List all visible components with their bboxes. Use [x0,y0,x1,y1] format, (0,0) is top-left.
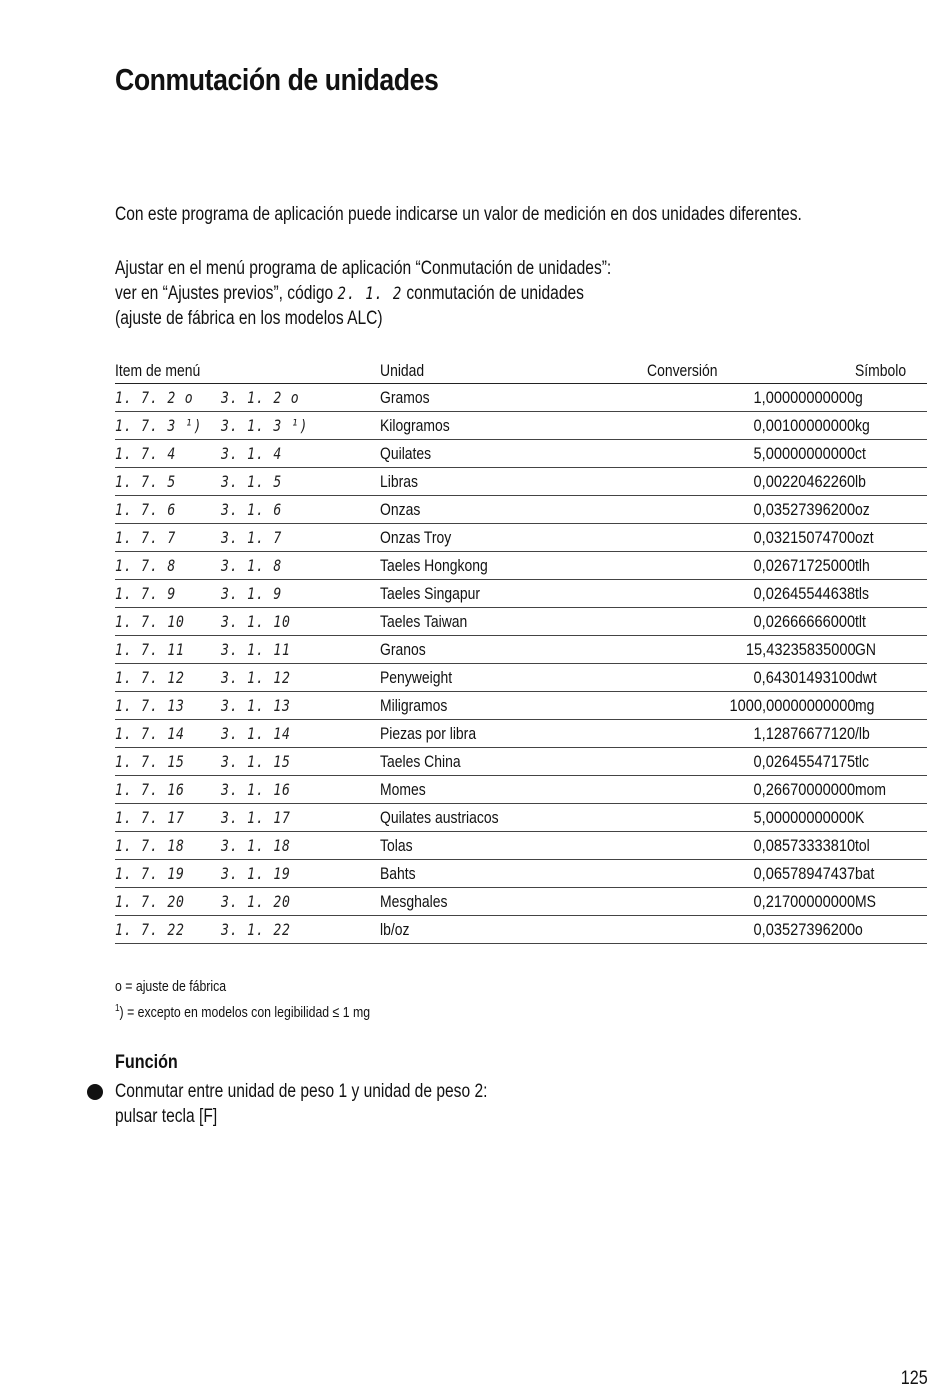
unit-name: Taeles Hongkong [380,552,648,580]
conversion-value: 1,00000000000 [647,384,855,412]
unit-name: Miligramos [380,692,648,720]
table-row [115,832,927,860]
conversion-value: 5,00000000000 [647,804,855,832]
unit-name: Taeles Singapur [380,580,648,608]
conversion-value: 0,00220462260 [647,468,855,496]
menu-code-1: 1. 7. 19 [115,860,221,888]
menu-code-1: 1. 7. 13 [115,692,221,720]
conversion-value: 15,43235835000 [647,636,855,664]
conversion-value: 0,03527396200 [647,916,855,944]
menu-code-2: 3. 1. 20 [221,888,379,916]
unit-name: Taeles Taiwan [380,608,648,636]
menu-code-2: 3. 1. 6 [221,496,379,524]
menu-code-2: 3. 1. 5 [221,468,379,496]
table-row [115,804,927,832]
table-row [115,636,927,664]
unit-symbol: GN [855,636,927,664]
table-row [115,412,927,440]
table-row [115,384,927,412]
table-row [115,608,927,636]
menu-code-1: 1. 7. 20 [115,888,221,916]
unit-symbol: lb [855,468,927,496]
setting-line-2 [115,281,584,307]
header-conversion: Conversión [647,356,855,384]
conversion-value: 0,21700000000 [647,888,855,916]
menu-code-2: 3. 1. 7 [221,524,379,552]
unit-symbol: /lb [855,720,927,748]
menu-code-1: 1. 7. 5 [115,468,221,496]
menu-code-1: 1. 7. 18 [115,832,221,860]
table-row [115,664,927,692]
unit-symbol: o [855,916,927,944]
menu-code-1: 1. 7. 3 ¹) [115,412,221,440]
table-row [115,720,927,748]
intro-paragraph: Con este programa de aplicación puede indicarse un valor de medición en dos unidades diferentes. [115,204,802,225]
menu-code-1: 1. 7. 16 [115,776,221,804]
conversion-value: 0,06578947437 [647,860,855,888]
table-row [115,776,927,804]
menu-code-1: 1. 7. 7 [115,524,221,552]
unit-symbol: tls [855,580,927,608]
menu-code-2: 3. 1. 17 [221,804,379,832]
menu-code-1: 1. 7. 6 [115,496,221,524]
unit-symbol: ct [855,440,927,468]
setting-line-2-suffix: conmutación de unidades [406,283,584,304]
unit-name: Bahts [380,860,648,888]
unit-name: Libras [380,468,648,496]
table-row [115,916,927,944]
menu-code-2: 3. 1. 15 [221,748,379,776]
function-line-1: Conmutar entre unidad de peso 1 y unidad de peso 2: [115,1081,488,1102]
menu-code-1: 1. 7. 4 [115,440,221,468]
conversion-value: 0,03527396200 [647,496,855,524]
unit-name: lb/oz [380,916,648,944]
conversion-value: 0,00100000000 [647,412,855,440]
unit-name: Onzas [380,496,648,524]
setting-code: 2. 1. 2 [337,284,403,304]
unit-symbol: oz [855,496,927,524]
table-header-row [115,356,927,384]
table-row [115,748,927,776]
menu-code-2: 3. 1. 9 [221,580,379,608]
conversion-value: 0,64301493100 [647,664,855,692]
unit-name: Tolas [380,832,648,860]
conversion-value: 1,12876677120 [647,720,855,748]
table-body [115,384,927,944]
menu-code-2: 3. 1. 18 [221,832,379,860]
menu-code-2: 3. 1. 11 [221,636,379,664]
menu-code-1: 1. 7. 8 [115,552,221,580]
footnote-1 [115,1003,370,1021]
unit-symbol: tol [855,832,927,860]
unit-name: Gramos [380,384,648,412]
unit-name: Piezas por libra [380,720,648,748]
bullet-icon [87,1084,103,1100]
unit-symbol: mg [855,692,927,720]
footnote-factory: o = ajuste de fábrica [115,978,227,995]
table-row [115,468,927,496]
menu-code-1: 1. 7. 2 o [115,384,221,412]
menu-code-1: 1. 7. 10 [115,608,221,636]
menu-code-2: 3. 1. 19 [221,860,379,888]
unit-name: Taeles China [380,748,648,776]
header-symbol: Símbolo [855,356,927,384]
header-menu-item: Item de menú [115,356,380,384]
menu-code-2: 3. 1. 8 [221,552,379,580]
table-row [115,524,927,552]
unit-symbol: tlh [855,552,927,580]
unit-name: Kilogramos [380,412,648,440]
menu-code-1: 1. 7. 14 [115,720,221,748]
unit-symbol: dwt [855,664,927,692]
conversion-value: 5,00000000000 [647,440,855,468]
table-row [115,440,927,468]
unit-name: Momes [380,776,648,804]
conversion-value: 0,02645547175 [647,748,855,776]
unit-symbol: g [855,384,927,412]
page-number: 125 [901,1368,928,1389]
header-unit: Unidad [380,356,648,384]
function-line-2: pulsar tecla [F] [115,1106,218,1127]
conversion-value: 0,02671725000 [647,552,855,580]
unit-symbol: MS [855,888,927,916]
unit-symbol: ozt [855,524,927,552]
table-row [115,580,927,608]
menu-code-2: 3. 1. 4 [221,440,379,468]
menu-code-2: 3. 1. 2 o [221,384,379,412]
setting-line-3: (ajuste de fábrica en los modelos ALC) [115,308,383,329]
unit-symbol: K [855,804,927,832]
function-heading: Función [115,1052,178,1073]
unit-name: Onzas Troy [380,524,648,552]
unit-name: Granos [380,636,648,664]
unit-name: Quilates austriacos [380,804,648,832]
menu-code-2: 3. 1. 14 [221,720,379,748]
menu-code-1: 1. 7. 11 [115,636,221,664]
menu-code-2: 3. 1. 16 [221,776,379,804]
menu-code-1: 1. 7. 22 [115,916,221,944]
unit-symbol: bat [855,860,927,888]
menu-code-2: 3. 1. 10 [221,608,379,636]
menu-code-2: 3. 1. 13 [221,692,379,720]
table-row [115,552,927,580]
unit-name: Mesghales [380,888,648,916]
menu-code-2: 3. 1. 3 ¹) [221,412,379,440]
conversion-value: 0,02645544638 [647,580,855,608]
menu-code-1: 1. 7. 15 [115,748,221,776]
conversion-value: 0,03215074700 [647,524,855,552]
setting-line-2-prefix: ver en “Ajustes previos”, código [115,283,334,304]
unit-symbol: tlt [855,608,927,636]
conversion-value: 0,02666666000 [647,608,855,636]
conversion-value: 1000,00000000000 [647,692,855,720]
conversion-value: 0,08573333810 [647,832,855,860]
unit-symbol: tlc [855,748,927,776]
footnote-1-text: ) = excepto en modelos con legibilidad ≤ 1 mg [119,1004,371,1021]
menu-code-1: 1. 7. 12 [115,664,221,692]
unit-symbol: kg [855,412,927,440]
unit-name: Penyweight [380,664,648,692]
setting-line-1: Ajustar en el menú programa de aplicación “Conmutación de unidades”: [115,258,612,279]
footnote-mark: 1 [115,1003,120,1014]
menu-code-2: 3. 1. 12 [221,664,379,692]
units-table [115,356,927,944]
table-row [115,860,927,888]
menu-code-1: 1. 7. 9 [115,580,221,608]
unit-name: Quilates [380,440,648,468]
unit-symbol: mom [855,776,927,804]
menu-code-2: 3. 1. 22 [221,916,379,944]
menu-code-1: 1. 7. 17 [115,804,221,832]
table-row [115,692,927,720]
table-row [115,496,927,524]
table-row [115,888,927,916]
conversion-value: 0,26670000000 [647,776,855,804]
page-title: Conmutación de unidades [115,62,439,97]
